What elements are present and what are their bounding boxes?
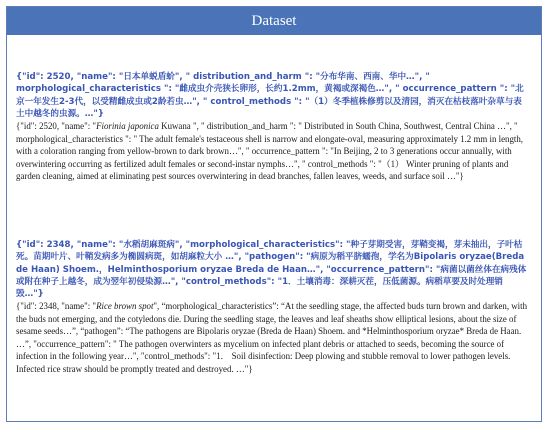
dataset-header [7, 7, 541, 35]
record-2348 [16, 239, 528, 375]
disease-name: Rice brown spot [96, 301, 154, 312]
record-chinese-text: {"id": 2520, "name": "日本单蜕盾蚧", " distribution_and_harm ": "分布华南、西南、华中…", " morphological_characteristics ": "雌成虫介壳狭长卵形，长约1.2mm，黄褐或深褐色…", " occurrence_pattern ": "北京一年发生2-3代，以受精雌成虫或2龄若虫…", " control_methods ": "（1）冬季植株修剪以及清园，消灭在枯枝落叶杂草与表土中越冬的虫源。…"} [16, 72, 524, 119]
record-english-text: {"id": 2348, "name": "Rice brown spot", “morphological_characteristics”: “At the seedling stage, the affected buds turn brown and darken, with the buds not emerging, and the cotyledons die. During the seedling stage, the leaves and leaf sheaths show elliptical lesions, about the size of sesame seeds…”, “pathogen”: “The pathogens are Bipolaris oryzae (Breda de Haan) Shoem. and *Helminthosporium oryzae* Breda de Haan. …”, "occurrence_pattern": " The pathogen overwinters as mycelium on infected plant debris or attached to seeds, becoming the source of infection in the following year…", "control_methods": "1． Soil disinfection: Deep plowing and stubble removal to lower pathogen levels. Infected rice straw should be promptly treated and destroyed. …"} [16, 301, 528, 374]
record-2520 [16, 71, 528, 183]
scientific-name: Fiorinia japonica [96, 121, 159, 132]
record-english-text: {"id": 2520, "name": "Fiorinia japonica Kuwana ", " distribution_and_harm ": " Distributed in South China, Southwest, Central China …", " morphological_characteristics ": " The adult female's testaceous shell is narrow and elongate-oval, measuring approximately 1.2 mm in length, with a coloration ranging from yellow-brown to dark brown…", " occurrence_pattern ": "In Beijing, 2 to 3 generations occur annually, with overwintering occurring as fertilized adult females or second-instar nymphs…", " control_methods ": "（1） Winter pruning of plants and garden cleaning, aimed at eliminating pest sources overwintering in dead branches, fallen leaves, weeds, and surface soil …"} [16, 121, 524, 182]
dataset-title: Dataset [251, 12, 297, 29]
dataset-panel [6, 6, 542, 422]
record-chinese-text: {"id": 2348, "name": "水稻胡麻斑病", "morphological_characteristics": "种子芽期受害，芽鞘变褐，芽未抽出，子叶枯死。苗期叶片、叶鞘发病多为椭圆病斑，如胡麻粒大小 …", "pathogen": "病原为稻平脐蠕孢，学名为Bipolaris oryzae(Breda de Haan) Shoem.，Helminthosporium oryzae Breda de Haan…", "occurrence_pattern": "病菌以菌丝体在病残体或附在种子上越冬，成为翌年初侵染源…", "control_methods": "1．土壤消毒：深耕灭茬，压低菌源。病稻草要及时处理销毁…"} [16, 240, 527, 300]
